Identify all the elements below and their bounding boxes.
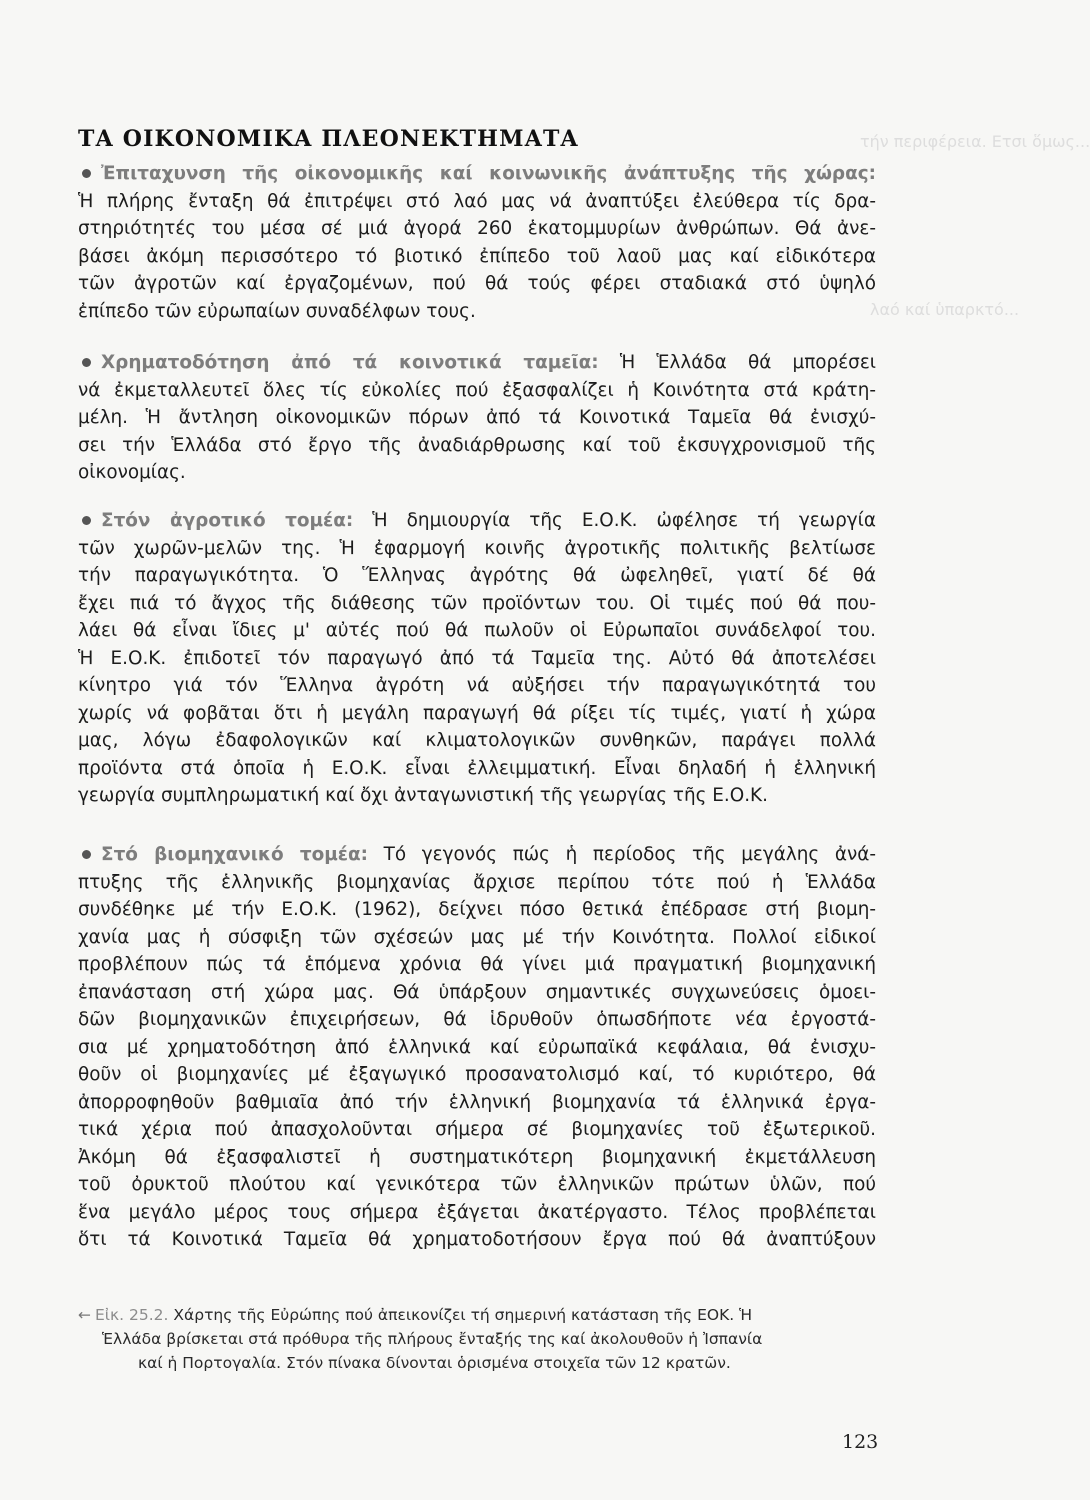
page-number: 123	[842, 1431, 879, 1453]
text-line: ἐπίπεδο τῶν εὐρωπαίων συναδέλφων τους.	[78, 300, 476, 322]
text-line	[78, 160, 876, 188]
text-run: Ἡ δημιουργία τῆς Ε.Ο.Κ. ὠφέλησε τή γεωργία	[372, 510, 876, 531]
text-line: μας, λόγω ἐδαφολογικῶν καί κλιματολογικῶν συνθηκῶν, παράγει πολλά	[78, 730, 876, 751]
figure-label: Εἰκ. 25.2.	[95, 1306, 169, 1324]
text-line: σια μέ χρηματοδότηση ἀπό ἑλληνικά καί εὐρωπαϊκά κεφάλαια, θά ἐνισχυ-	[78, 1036, 876, 1058]
text-line: προϊόντα στά ὁποῖα ἡ Ε.Ο.Κ. εἶναι ἐλλειμματική. Εἶναι δηλαδή ἡ ἑλληνική	[78, 757, 876, 779]
text-line: βάσει ἀκόμη περισσότερο τό βιοτικό ἐπίπεδο τοῦ λαοῦ μας καί εἰδικότερα	[78, 245, 876, 267]
section-industry	[78, 841, 876, 1254]
text-line: Ἀκόμη θά ἐξασφαλιστεῖ ἡ συστηματικότερη βιομηχανική ἐκμετάλλευση	[78, 1146, 876, 1168]
caption-text: Χάρτης τῆς Εὐρώπης πού ἀπεικονίζει τή σημερινή κατάσταση τῆς ΕΟΚ. Ἡ	[173, 1306, 753, 1324]
bullet-icon	[82, 169, 91, 178]
arrow-left-icon: ←	[78, 1306, 91, 1324]
text-line: τῶν ἀγροτῶν καί ἐργαζομένων, πού θά τούς φέρει σταδιακά στό ὑψηλό	[78, 273, 876, 294]
text-line: τοῦ ὀρυκτοῦ πλούτου καί γενικότερα τῶν ἑλληνικῶν πρώτων ὑλῶν, πού	[78, 1174, 876, 1195]
section-lead: Χρηματοδότηση ἀπό τά κοινοτικά ταμεῖα:	[101, 352, 599, 373]
section-lead: Στό βιομηχανικό τομέα:	[101, 844, 368, 865]
text-line: λάει θά εἶναι ἴδιες μ' αὐτές πού θά πωλοῦν οἱ Εὐρωπαῖοι συνάδελφοί του.	[78, 620, 876, 641]
text-line: σει τήν Ἑλλάδα στό ἔργο τῆς ἀναδιάρθρωσης καί τοῦ ἐκσυγχρονισμοῦ τῆς	[78, 434, 876, 456]
bullet-icon	[82, 516, 91, 525]
bullet-icon	[82, 850, 91, 859]
section-economic-development	[78, 160, 876, 325]
caption-line: Ἑλλάδα βρίσκεται στά πρόθυρα τῆς πλήρους ἔνταξής της καί ἀκολουθοῦν ἡ Ἰσπανία	[102, 1330, 763, 1348]
text-line: ἐπανάσταση στή χώρα μας. Θά ὑπάρξουν σημαντικές συγχωνεύσεις ὁμοει-	[78, 981, 876, 1003]
text-line: χανία μας ἡ σύσφιξη τῶν σχέσεών μας μέ τήν Κοινότητα. Πολλοί εἰδικοί	[78, 926, 876, 948]
text-line: οἰκονομίας.	[78, 462, 186, 483]
text-line: χωρίς νά φοβᾶται ὅτι ἡ μεγάλη παραγωγή θά ρίξει τίς τιμές, γιατί ἡ χώρα	[78, 702, 876, 724]
text-line	[78, 507, 876, 535]
bleed-through-text: λαό καί ὑπαρκτό...	[870, 300, 1020, 319]
text-line: κίνητρο γιά τόν Ἕλληνα ἀγρότη νά αὐξήσει τήν παραγωγικότητά του	[78, 675, 876, 696]
text-run: Τό γεγονός πώς ἡ περίοδος τῆς μεγάλης ἀνά-	[383, 844, 876, 865]
caption-line	[78, 1303, 878, 1327]
text-line: γεωργία συμπληρωματική καί ὄχι ἀνταγωνιστική τῆς γεωργίας τῆς Ε.Ο.Κ.	[78, 785, 768, 806]
section-lead: Ἐπιταχυνση τῆς οἰκονομικῆς καί κοινωνικῆς ἀνάπτυξης τῆς χώρας:	[101, 163, 876, 184]
text-line: πτυξης τῆς ἑλληνικῆς βιομηχανίας ἄρχισε περίπου τότε πού ἡ Ἑλλάδα	[78, 871, 876, 893]
text-line: νά ἐκμεταλλευτεῖ ὅλες τίς εὐκολίες πού ἐξασφαλίζει ἡ Κοινότητα στά κράτη-	[78, 379, 876, 401]
page-title: ΤΑ ΟΙΚΟΝΟΜΙΚΑ ΠΛΕΟΝΕΚΤΗΜΑΤΑ	[78, 126, 579, 152]
section-community-funds	[78, 349, 876, 487]
text-line: στηριότητές του μέσα σέ μιά ἀγορά 260 ἑκατομμυρίων ἀνθρώπων. Θά ἀνε-	[78, 218, 876, 239]
text-line: ὅτι τά Κοινοτικά Ταμεῖα θά χρηματοδοτήσουν ἔργα πού θά ἀναπτύξουν	[78, 1229, 876, 1250]
text-line: τήν παραγωγικότητα. Ὁ Ἕλληνας ἀγρότης θά ὠφεληθεῖ, γιατί δέ θά	[78, 565, 876, 586]
caption-line: καί ἡ Πορτογαλία. Στόν πίνακα δίνονται ὁρισμένα στοιχεῖα τῶν 12 κρατῶν.	[138, 1354, 731, 1372]
text-line: Ἡ Ε.Ο.Κ. ἐπιδοτεῖ τόν παραγωγό ἀπό τά Ταμεῖα της. Αὐτό θά ἀποτελέσει	[78, 647, 876, 669]
text-line	[78, 841, 876, 869]
text-line	[78, 349, 876, 377]
text-line: τικά χέρια πού ἀπασχολοῦνται σήμερα σέ βιομηχανίες τοῦ ἐξωτερικοῦ.	[78, 1119, 876, 1140]
text-line: συνδέθηκε μέ τήν Ε.Ο.Κ. (1962), δείχνει πόσο θετικά ἐπέδρασε στή βιομη-	[78, 899, 876, 920]
text-line: ἕνα μεγάλο μέρος τους σήμερα ἐξάγεται ἀκατέργαστο. Τέλος προβλέπεται	[78, 1201, 876, 1223]
text-line: θοῦν οἱ βιομηχανίες μέ ἐξαγωγικό προσανατολισμό καί, τό κυριότερο, θά	[78, 1064, 876, 1085]
section-lead: Στόν ἀγροτικό τομέα:	[101, 510, 354, 531]
figure-caption	[78, 1303, 878, 1375]
text-line: δῶν βιομηχανικῶν ἐπιχειρήσεων, θά ἱδρυθοῦν ὁπωσδήποτε νέα ἐργοστά-	[78, 1009, 876, 1030]
text-line: ἔχει πιά τό ἄγχος τῆς διάθεσης τῶν προϊόντων του. Οἱ τιμές πού θά που-	[78, 592, 876, 614]
text-line: ἀπορροφηθοῦν βαθμιαῖα ἀπό τήν ἑλληνική βιομηχανία τά ἑλληνικά ἐργα-	[78, 1091, 876, 1113]
bleed-through-text: τήν περιφέρεια. Ετσι ὅμως...	[860, 132, 1090, 151]
text-run: Ἡ Ἑλλάδα θά μπορέσει	[619, 352, 876, 373]
section-agriculture	[78, 507, 876, 810]
text-line: τῶν χωρῶν-μελῶν της. Ἡ ἐφαρμογή κοινῆς ἀγροτικῆς πολιτικῆς βελτίωσε	[78, 537, 876, 559]
text-line: προβλέπουν πώς τά ἑπόμενα χρόνια θά γίνει μιά πραγματική βιομηχανική	[78, 954, 876, 975]
bullet-icon	[82, 358, 91, 367]
text-line: Ἡ πλήρης ἔνταξη θά ἐπιτρέψει στό λαό μας νά ἀναπτύξει ἐλεύθερα τίς δρα-	[78, 190, 876, 212]
text-line: μέλη. Ἡ ἄντληση οἰκονομικῶν πόρων ἀπό τά Κοινοτικά Ταμεῖα θά ἐνισχύ-	[78, 407, 876, 428]
